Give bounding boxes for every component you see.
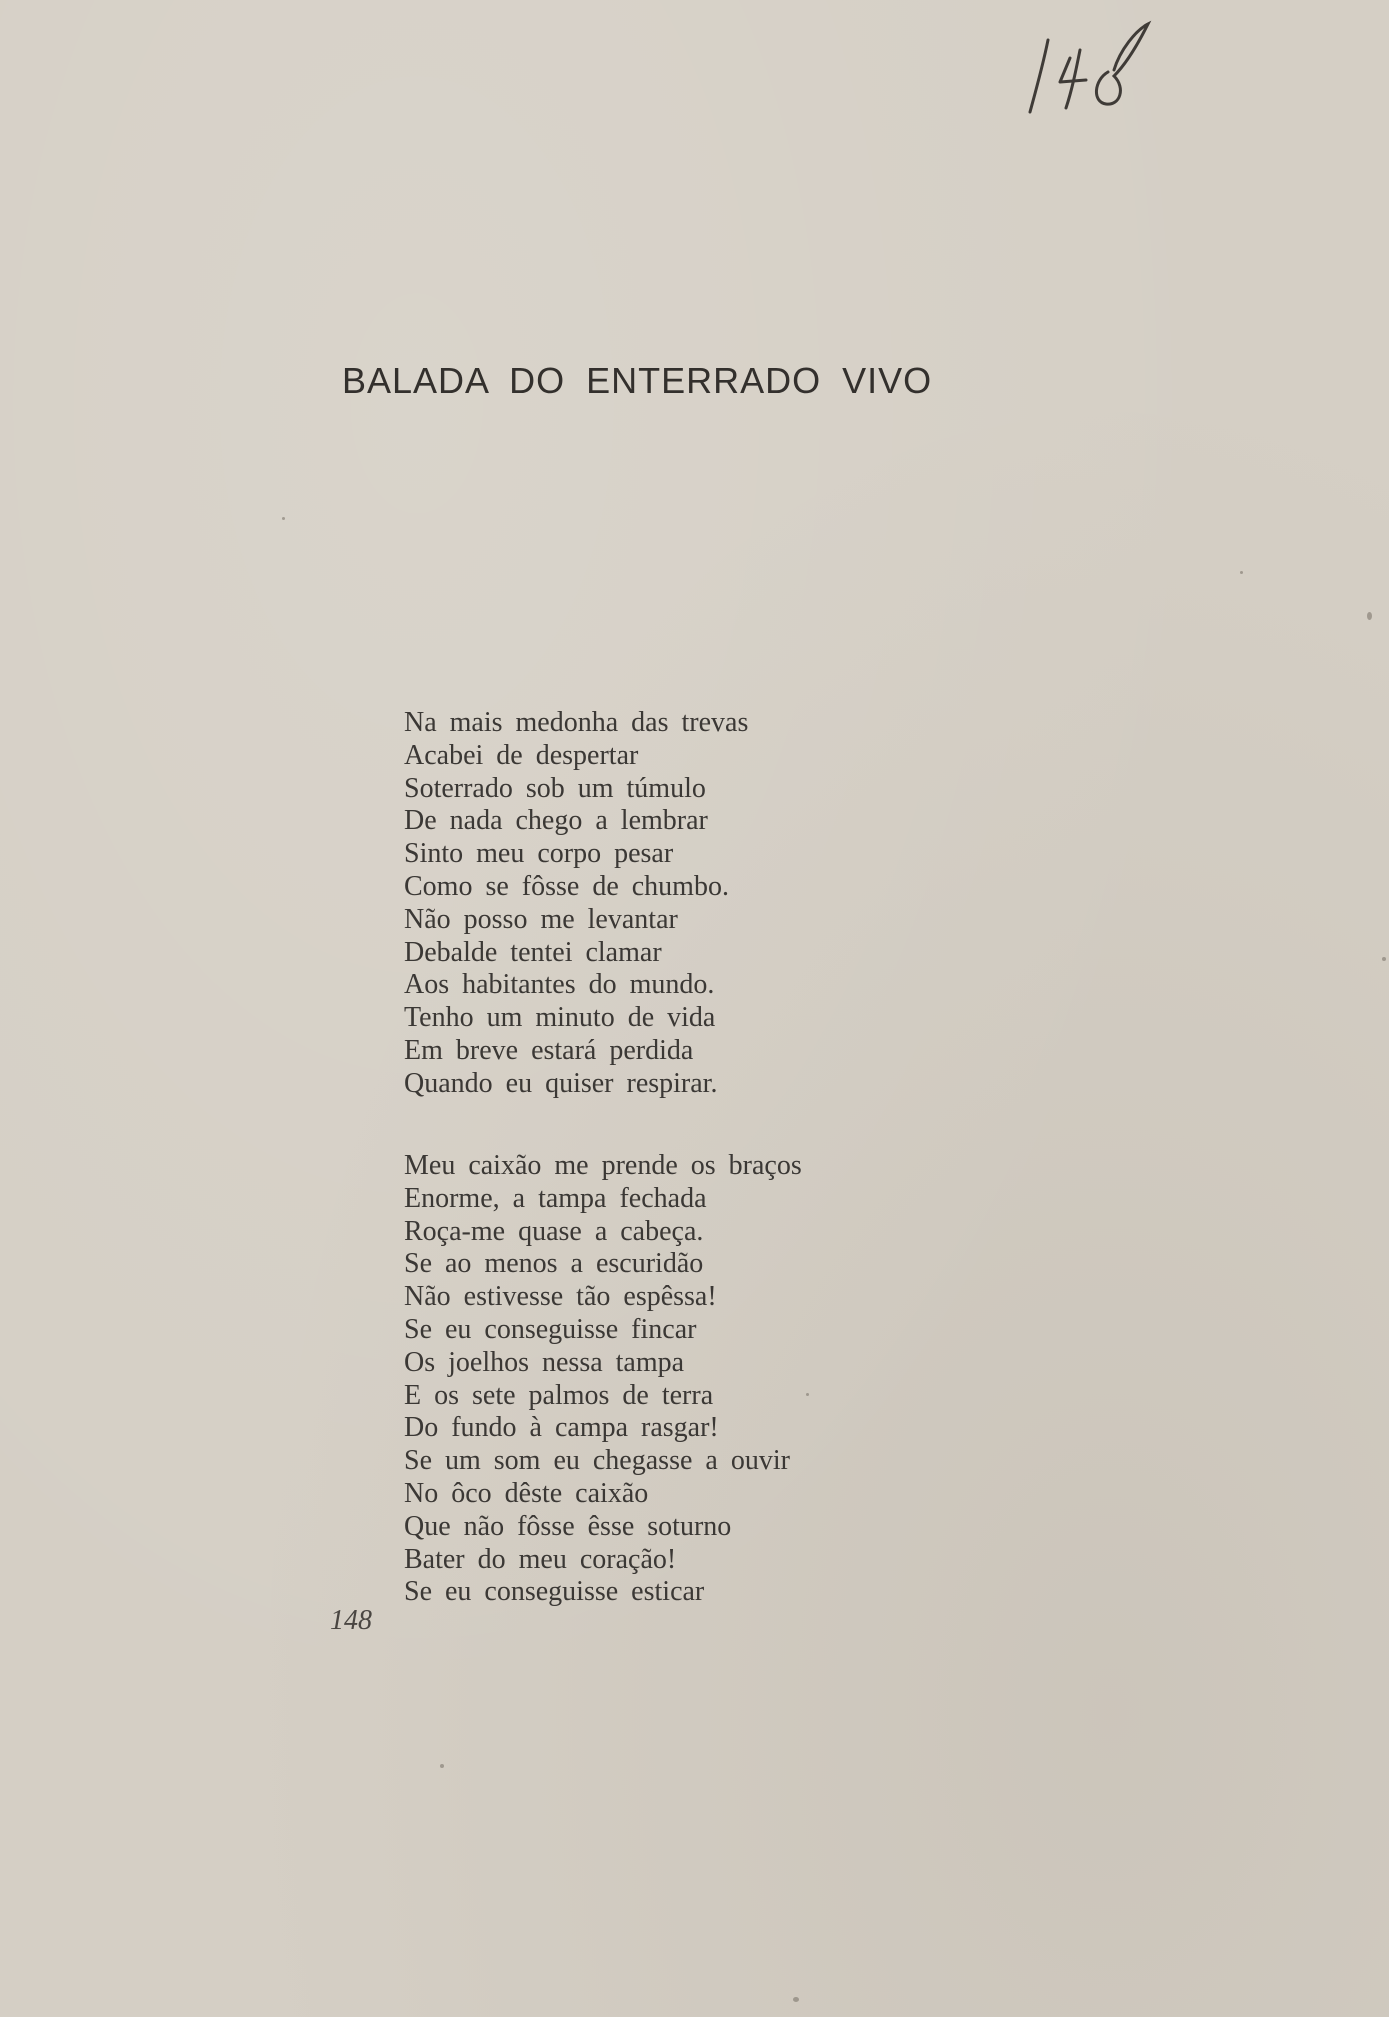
poem-line: Do fundo à campa rasgar! xyxy=(404,1412,719,1444)
handwritten-148-mark xyxy=(1008,10,1188,120)
poem-line: Acabei de despertar xyxy=(404,739,639,771)
handwritten-folio-number xyxy=(1008,10,1188,120)
poem-line: Aos habitantes do mundo. xyxy=(404,969,715,1001)
poem-line: Tenho um minuto de vida xyxy=(404,1002,716,1034)
poem-line: Se um som eu chegasse a ouvir xyxy=(404,1445,790,1477)
poem-line: E os sete palmos de terra xyxy=(404,1379,714,1411)
stanza-2 xyxy=(404,1150,802,1609)
poem-title: BALADA DO ENTERRADO VIVO xyxy=(342,360,933,401)
poem-line: Não estivesse tão espêssa! xyxy=(404,1281,717,1313)
paper-speck xyxy=(1382,957,1386,961)
paper-speck xyxy=(440,1764,444,1768)
poem-line: Em breve estará perdida xyxy=(404,1034,694,1066)
poem-line: Na mais medonha das trevas xyxy=(404,707,749,738)
poem-line: Soterrado sob um túmulo xyxy=(404,772,706,804)
poem-line: Bater do meu coração! xyxy=(404,1543,677,1575)
poem-line: Se eu conseguisse esticar xyxy=(404,1576,705,1608)
paper-speck xyxy=(1367,612,1372,620)
poem-line: Como se fôsse de chumbo. xyxy=(404,870,729,902)
poem-line: Os joelhos nessa tampa xyxy=(404,1346,685,1378)
poem-line: Sinto meu corpo pesar xyxy=(404,838,674,870)
poem-line: Enorme, a tampa fechada xyxy=(404,1182,707,1214)
paper-speck xyxy=(793,1997,799,2002)
paper-speck xyxy=(1240,571,1243,574)
poem-line: De nada chego a lembrar xyxy=(404,805,708,837)
poem-line: Meu caixão me prende os braços xyxy=(404,1150,802,1181)
paper-speck xyxy=(806,1393,809,1396)
page-number: 148 xyxy=(330,1605,372,1636)
poem-line: Não posso me levantar xyxy=(404,903,678,935)
poem-line: Se ao menos a escuridão xyxy=(404,1248,704,1280)
poem-line: Se eu conseguisse fincar xyxy=(404,1313,697,1345)
poem-line: Debalde tentei clamar xyxy=(404,936,662,968)
paper-speck xyxy=(282,517,285,520)
poem-line: Quando eu quiser respirar. xyxy=(404,1067,718,1099)
poem-line: Que não fôsse êsse soturno xyxy=(404,1510,732,1542)
poem-line: No ôco dêste caixão xyxy=(404,1477,649,1509)
poem-line: Roça-me quase a cabeça. xyxy=(404,1215,704,1247)
stanza-1 xyxy=(404,707,748,1101)
